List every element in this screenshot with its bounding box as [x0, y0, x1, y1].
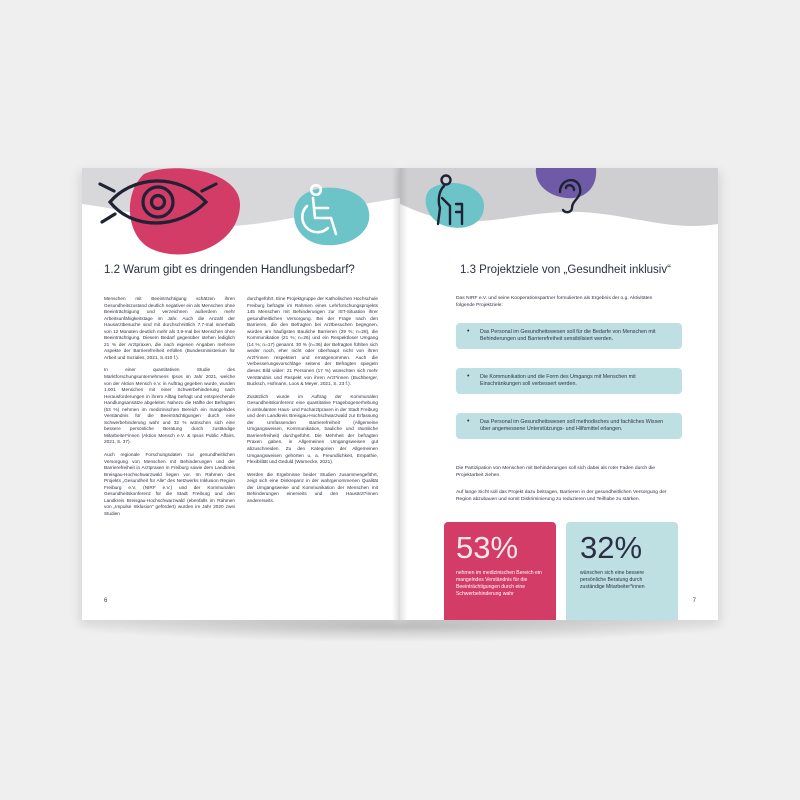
paragraph: Zusätzlich wurde im Auftrag der Kommunalen Gesundheitskonferenz eine quantitative Fragebogenerhebung in ambulanten Haus- und Facharztpraxen in der Stadt Freiburg und dem Landkreis Breisgau-Hochschwarzwald zur Erfassung der Umfassenden Barrierefreiheit (Allgemeine Umgangsweisen, Kommunikation, bauliche und räumliche Barrierefreiheit) durchgeführt. Die Mehrheit der befragten Praxen gaben, in Allgemeinen Umgangsweisen gut abzuschneiden. Zu den Kategorien der Allgemeinen Umgangsweisen gehörten u. a. Freundlichkeit, Empathie, Flexibilität und Geduld (Warnecke, 2021). [247, 393, 378, 465]
goal-text: Das Personal im Gesundheitswesen soll methodisches und fachliches Wissen über angemessene Unterstützungs- und Hilfsmittel erlangen. [480, 419, 664, 432]
goal-text: Das Personal im Gesundheitswesen soll für die Bedarfe von Menschen mit Behinderungen und Barrierefreiheit sensibilisiert werden. [480, 329, 656, 342]
text-column-1 [104, 296, 235, 524]
paragraph: durchgeführt. Eine Projektgruppe der Katholischen Hochschule Freiburg befragte im Rahmen eines Lehrforschungsprojekts 145 Menschen mit Behinderungen zur IST-Situation ihrer gesundheitlichen Versorgung. Bei der Frage nach den Barrieren, die den Befragten bei Arztbesuchen begegnen, wurden am häufigsten Bauliche Barrieren (29 %; n=28), die Kommunikation (21 %; n=26) und ein Respektloser Umgang (14 %; n=17) genannt. 30 % (n=36) der Befragten fühlten sich weder noch, eher nicht oder überhaupt nicht von ihren Arzt*innen respektiert und ernstgenommen. Auch die Verbesserungsvorschläge seitens der Befragten spiegeln dieses Bild wider: 21 Personen (17 %) wünschten sich mehr Verständnis und Respekt von ihren Arzt*innen (Buchberger, Bucksch, Hofmann, Loos & Meyer, 2021, S. 23 f.). [247, 296, 378, 387]
bullet-icon: • [467, 418, 470, 425]
long-term-goal-text: Auf lange Sicht soll das Projekt dazu beitragen, Barrieren in der gesundheitlichen Versorgung der Region abzubauen und somit Diskriminierung zu reduzieren und Teilhabe zu stärken. [456, 490, 667, 502]
stat-value: 32% [580, 530, 643, 565]
page-heading: 1.2 Warum gibt es dringenden Handlungsbedarf? [104, 264, 355, 276]
paragraph: Auch regionale Forschungsdaten zur gesundheitlichen Versorgung von Menschen mit Behinderungen und der Barrierefreiheit in Arztpraxen in Freiburg sowie dem Landkreis Breisgau-Hochschwarzwald liegen vor. Im Rahmen des Projekts „Gesundheit für Alle“ des Netzwerks Inklusion Region Freiburg e.V. (NIRF e.V.) und der Kommunalen Gesundheitskonferenz für die Stadt Freiburg und den Landkreis Breisgau-Hochschwarzwald (ebenfalls im Rahmen von „Impulse Inklusion“ gefördert) wurden im Jahr 2020 zwei Studien [104, 452, 235, 516]
paragraph: Werden die Ergebnisse beider Studien zusammengeführt, zeigt sich eine Diskrepanz in der wahrgenommenen Qualität der Umgangsweise und Kommunikation der Menschen mit Behinderungen einerseits und den Hausärzt*innen andererseits. [247, 471, 378, 503]
bullet-icon: • [467, 328, 470, 335]
left-page [82, 168, 400, 620]
stat-text: wünschen sich eine bessere persönliche Beratung durch zuständige Mitarbeiter*innen [580, 570, 645, 590]
stat-card-53 [444, 522, 556, 620]
header-decoration [400, 168, 718, 268]
intro-text: Das NIRF e.V. und seine Kooperationspartner formulierten als Ergebnis der o.g. Aktivitäten folgende Projektziele: [456, 296, 653, 308]
partizipation-text: Die Partizipation von Menschen mit Behinderungen soll sich dabei als roter Faden durch die Projektarbeit ziehen. [456, 466, 655, 478]
bullet-icon: • [467, 373, 470, 380]
stat-value: 53% [456, 530, 519, 565]
right-page [400, 168, 718, 620]
goal-box [456, 323, 682, 349]
header-decoration [82, 168, 400, 268]
page-number: 6 [104, 598, 108, 604]
stat-text: nehmen im medizinischen Bereich ein mangelndes Verständnis für die Beeinträchtigungen durch eine Schwerbehinderung wahr [456, 570, 542, 597]
stat-card-32 [566, 522, 678, 620]
paragraph: Menschen mit Beeinträchtigung schätzen ihren Gesundheitszustand deutlich negativer ein als Menschen ohne Beeinträchtigung und verzeichnen außerdem mehr Arbeitsunfähigkeitstage im Jahr. Auch die Anzahl der Hausarztbesuche sind mit durchschnittlich 7,7-mal innerhalb von 12 Monaten deutlich mehr als 3,9-mal bei Menschen ohne Beeinträchtigung. Diesem Bedarf gegenüber stehen lediglich 21 % der Arztpraxen, die nach eigenen Angaben mehrere Aspekte der Barrierefreiheit erfüllen (Bundesministerium für Arbeit und Soziales, 2021, S.410 f.). [104, 296, 235, 360]
page-heading: 1.3 Projektziele von „Gesundheit inklusiv“ [460, 264, 671, 276]
goal-box [456, 368, 682, 394]
paragraph: In einer quantitativen Studie des Marktforschungsunternehmens Ipsos im Jahr 2021, welche von der Aktion Mensch e.V. in Auftrag gegeben wurde, wurden 1.001 Menschen mit einer Schwerbehinderung nach Herausforderungen in ihrem Alltag befragt und entsprechende Handlungsansätze abgeleitet. Nahezu die Hälfte der Befragten (53 %) nehmen im medizinischen Bereich ein mangelndes Verständnis für die Beeinträchtigungen durch eine Schwerbehinderung wahr und 32 % wünschen sich eine bessere persönliche Beratung durch zuständige Mitarbeiter*innen (Aktion Mensch e.V. & Ipsos Public Affairs, 2021, S. 37). [104, 367, 235, 445]
goal-text: Die Kommunikation und die Form des Umgangs mit Menschen mit Einschränkungen soll verbessert werden. [480, 374, 636, 387]
page-number: 7 [692, 598, 696, 604]
teal-blob [294, 188, 369, 246]
goal-box [456, 413, 682, 439]
text-column-2 [247, 296, 378, 510]
